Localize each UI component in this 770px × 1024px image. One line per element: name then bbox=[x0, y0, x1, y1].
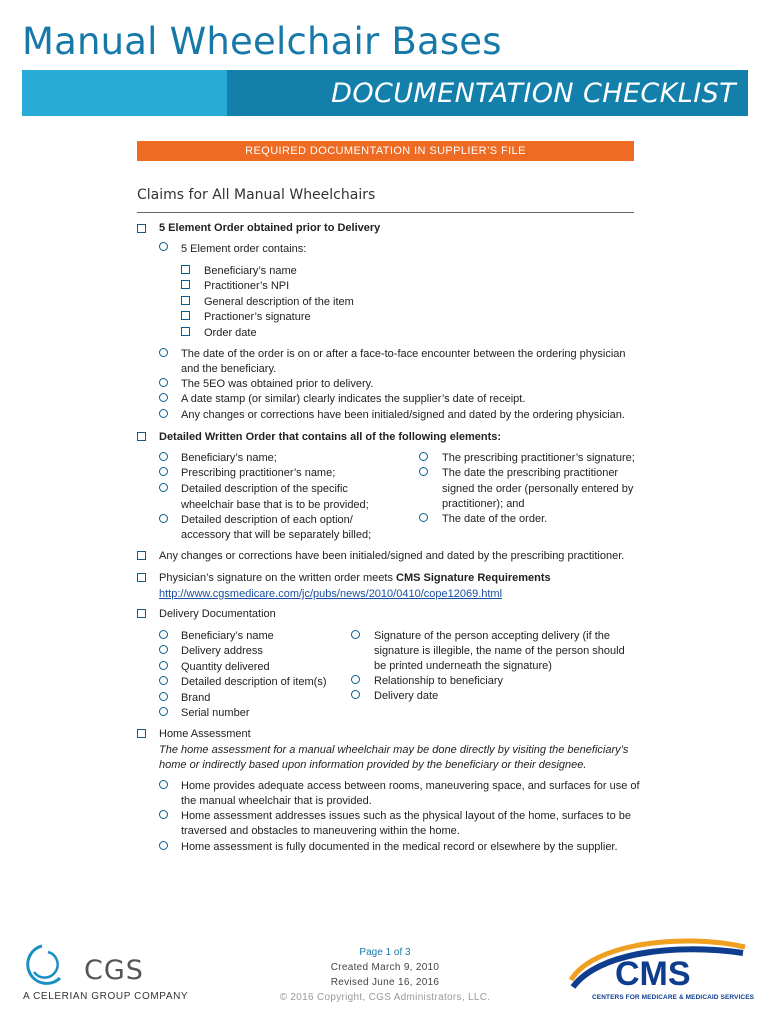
signature-text bbox=[159, 571, 551, 587]
circle-bullet bbox=[419, 467, 428, 476]
home-item-line: Home provides adequate access between rooms, maneuvering space, and surfaces for use of bbox=[181, 780, 640, 792]
five-eo-item-line: Any changes or corrections have been initialed/signed and dated by the ordering physician. bbox=[181, 409, 625, 421]
circle-bullet bbox=[159, 452, 168, 461]
circle-bullet bbox=[159, 841, 168, 850]
circle-bullet bbox=[419, 452, 428, 461]
required-documentation-bar: REQUIRED DOCUMENTATION IN SUPPLIER’S FILE bbox=[137, 141, 634, 161]
delivery-right-item: Delivery date bbox=[374, 690, 439, 702]
checkbox-changes[interactable] bbox=[137, 551, 146, 560]
circle-bullet bbox=[159, 630, 168, 639]
delivery-right-item: be printed underneath the signature) bbox=[374, 660, 552, 672]
circle-bullet bbox=[159, 242, 168, 251]
dwo-left-item: Beneficiary’s name; bbox=[181, 452, 277, 464]
copyright: © 2016 Copyright, CGS Administrators, LLC. bbox=[279, 992, 491, 1003]
checkbox-element[interactable] bbox=[181, 327, 190, 336]
checkbox-5eo[interactable] bbox=[137, 224, 146, 233]
dwo-left-item: accessory that will be separately billed; bbox=[181, 529, 372, 541]
cms-wordmark: CMS bbox=[615, 955, 691, 993]
delivery-right-item: signature is illegible, the name of the person should bbox=[374, 645, 625, 657]
page-number: Page 1 of 3 bbox=[359, 947, 411, 958]
circle-bullet bbox=[159, 409, 168, 418]
home-note-line: The home assessment for a manual wheelchair may be done directly by visiting the beneficiary’s bbox=[159, 744, 629, 756]
delivery-right-item: Signature of the person accepting delivery (if the bbox=[374, 630, 611, 642]
delivery-left-item: Delivery address bbox=[181, 645, 263, 657]
element-item: Order date bbox=[204, 327, 257, 339]
revised-date: Revised June 16, 2016 bbox=[330, 977, 440, 988]
dwo-heading: Detailed Written Order that contains all of the following elements: bbox=[159, 431, 502, 443]
document-title: Manual Wheelchair Bases bbox=[22, 20, 502, 63]
circle-bullet bbox=[159, 661, 168, 670]
delivery-heading: Delivery Documentation bbox=[159, 608, 276, 620]
home-item-line: Home assessment addresses issues such as the physical layout of the home, surfaces to be bbox=[181, 810, 632, 822]
cgs-logo-icon bbox=[22, 942, 78, 988]
dwo-left-item: wheelchair base that is to be provided; bbox=[181, 499, 369, 511]
signature-text-plain: Physician’s signature on the written order meets bbox=[159, 572, 397, 584]
section-divider bbox=[137, 212, 634, 213]
five-eo-contains: 5 Element order contains: bbox=[181, 243, 307, 255]
dwo-left-item: Prescribing practitioner’s name; bbox=[181, 467, 336, 479]
changes-text: Any changes or corrections have been initialed/signed and dated by the prescribing practitioner. bbox=[159, 550, 625, 562]
delivery-left-item: Serial number bbox=[181, 707, 250, 719]
circle-bullet bbox=[159, 514, 168, 523]
signature-requirements-link[interactable]: http://www.cgsmedicare.com/jc/pubs/news/2010/0410/cope12069.html bbox=[159, 588, 503, 600]
element-item: General description of the item bbox=[204, 296, 354, 308]
delivery-left-item: Detailed description of item(s) bbox=[181, 676, 327, 688]
circle-bullet bbox=[159, 780, 168, 789]
home-heading: Home Assessment bbox=[159, 728, 251, 740]
circle-bullet bbox=[159, 692, 168, 701]
circle-bullet bbox=[159, 645, 168, 654]
delivery-left-item: Quantity delivered bbox=[181, 661, 270, 673]
checkbox-element[interactable] bbox=[181, 280, 190, 289]
signature-link-row bbox=[159, 587, 502, 603]
dwo-right-item: The prescribing practitioner’s signature; bbox=[442, 452, 635, 464]
dwo-left-item: Detailed description of the specific bbox=[181, 483, 348, 495]
header-banner bbox=[22, 70, 748, 116]
dwo-right-item: signed the order (personally entered by bbox=[442, 483, 634, 495]
dwo-left-item: Detailed description of each option/ bbox=[181, 514, 353, 526]
home-note-line: home or indirectly based upon information provided by the beneficiary or their designee. bbox=[159, 759, 587, 771]
checkbox-element[interactable] bbox=[181, 311, 190, 320]
element-item: Practitioner’s NPI bbox=[204, 280, 290, 292]
delivery-left-item: Brand bbox=[181, 692, 211, 704]
home-item-line: traversed and obstacles to maneuvering within the home. bbox=[181, 825, 460, 837]
circle-bullet bbox=[159, 467, 168, 476]
dwo-right-item: practitioner); and bbox=[442, 498, 525, 510]
dwo-right-item: The date the prescribing practitioner bbox=[442, 467, 619, 479]
circle-bullet bbox=[351, 630, 360, 639]
circle-bullet bbox=[419, 513, 428, 522]
circle-bullet bbox=[159, 393, 168, 402]
five-eo-item-line: The 5EO was obtained prior to delivery. bbox=[181, 378, 374, 390]
circle-bullet bbox=[159, 483, 168, 492]
checkbox-element[interactable] bbox=[181, 296, 190, 305]
circle-bullet bbox=[351, 690, 360, 699]
checkbox-signature[interactable] bbox=[137, 573, 146, 582]
cms-logo-icon bbox=[563, 935, 753, 993]
checkbox-home-assessment[interactable] bbox=[137, 729, 146, 738]
five-eo-item-line: A date stamp (or similar) clearly indicates the supplier’s date of receipt. bbox=[181, 393, 526, 405]
element-item: Beneficiary’s name bbox=[204, 265, 297, 277]
section-title: Claims for All Manual Wheelchairs bbox=[137, 187, 376, 203]
home-item-line: the manual wheelchair that is provided. bbox=[181, 795, 372, 807]
cgs-tagline: A CELERIAN GROUP COMPANY bbox=[23, 991, 189, 1002]
checkbox-delivery[interactable] bbox=[137, 609, 146, 618]
five-eo-heading: 5 Element Order obtained prior to Delivery bbox=[159, 222, 381, 234]
checkbox-dwo[interactable] bbox=[137, 432, 146, 441]
delivery-left-item: Beneficiary’s name bbox=[181, 630, 274, 642]
home-item-line: Home assessment is fully documented in the medical record or elsewhere by the supplier. bbox=[181, 841, 618, 853]
circle-bullet bbox=[159, 348, 168, 357]
dwo-right-item: The date of the order. bbox=[442, 513, 548, 525]
five-eo-item-line: The date of the order is on or after a face-to-face encounter between the ordering physician bbox=[181, 348, 626, 360]
checkbox-element[interactable] bbox=[181, 265, 190, 274]
circle-bullet bbox=[159, 676, 168, 685]
cgs-wordmark: CGS bbox=[84, 955, 144, 986]
circle-bullet bbox=[159, 810, 168, 819]
circle-bullet bbox=[351, 675, 360, 684]
banner-title: DOCUMENTATION CHECKLIST bbox=[331, 78, 736, 109]
signature-requirements-bold: CMS Signature Requirements bbox=[396, 572, 551, 584]
cms-tagline: CENTERS FOR MEDICARE & MEDICAID SERVICES bbox=[592, 994, 755, 1001]
created-date: Created March 9, 2010 bbox=[330, 962, 440, 973]
delivery-right-item: Relationship to beneficiary bbox=[374, 675, 504, 687]
circle-bullet bbox=[159, 707, 168, 716]
element-item: Practioner’s signature bbox=[204, 311, 311, 323]
five-eo-item-line: and the beneficiary. bbox=[181, 363, 277, 375]
circle-bullet bbox=[159, 378, 168, 387]
